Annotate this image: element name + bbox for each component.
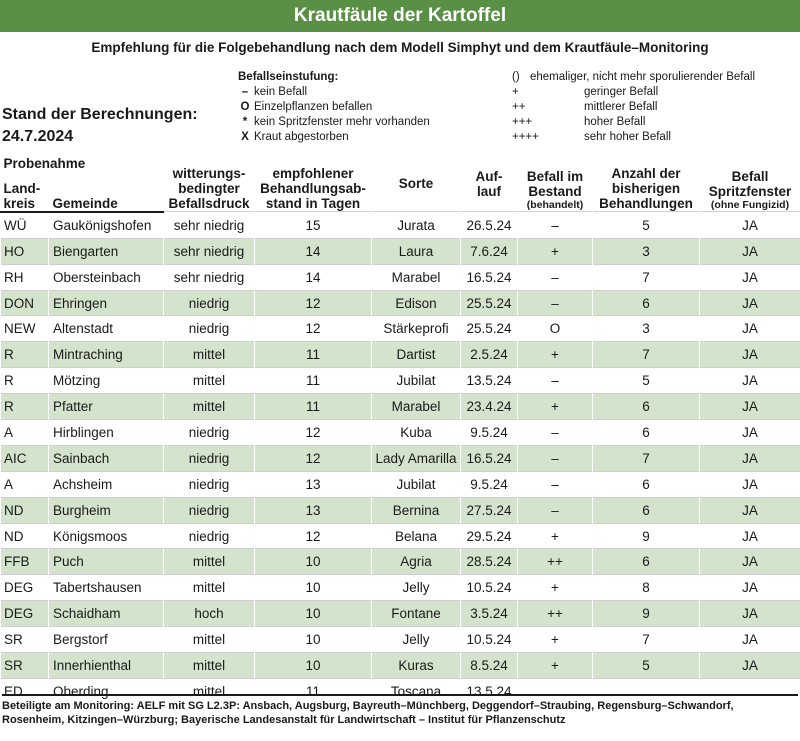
auflauf-cell: 13.5.24 [461,678,518,703]
befall-cell: – [518,471,593,497]
gemeinde-cell: Innerhienthal [49,653,164,679]
abstand-cell: 10 [255,549,372,575]
gemeinde-cell: Obersteinbach [49,264,164,290]
behandlungen-cell: 3 [593,316,700,342]
befall-cell: ++ [518,601,593,627]
auflauf-cell: 9.5.24 [461,471,518,497]
abstand-cell: 10 [255,627,372,653]
table-row [1,342,800,368]
befallsdruck-cell: sehr niedrig [164,264,255,290]
befallsdruck-cell: mittel [164,342,255,368]
befall-cell: O [518,316,593,342]
sorte-cell: Stärkeprofi [372,316,461,342]
table-row [1,523,800,549]
befallsdruck-cell: mittel [164,627,255,653]
landkreis-cell: SR [1,627,49,653]
spritzfenster-cell: JA [700,290,800,316]
abstand-cell: 14 [255,264,372,290]
abstand-cell: 10 [255,575,372,601]
gemeinde-cell: Altenstadt [49,316,164,342]
abstand-cell: 11 [255,394,372,420]
abstand-cell: 12 [255,420,372,446]
auflauf-cell: 10.5.24 [461,627,518,653]
stand-date: 24.7.2024 [2,128,74,145]
legend-heading: Befallseinstufung: [238,71,339,83]
spritzfenster-cell: JA [700,653,800,679]
auflauf-cell: 25.5.24 [461,290,518,316]
landkreis-cell: DEG [1,601,49,627]
table-row [1,394,800,420]
behandlungen-cell: 6 [593,420,700,446]
befall-cell: – [518,264,593,290]
befall-cell: + [518,342,593,368]
table-row [1,420,800,446]
landkreis-cell: ND [1,497,49,523]
auflauf-cell: 9.5.24 [461,420,518,446]
behandlungen-cell: 6 [593,497,700,523]
gemeinde-cell: Gaukönigshofen [49,212,164,238]
abstand-cell: 10 [255,653,372,679]
auflauf-cell: 3.5.24 [461,601,518,627]
befallsdruck-cell: niedrig [164,523,255,549]
page-subtitle: Empfehlung für die Folgebehandlung nach dem Modell Simphyt und dem Krautfäule–Monitoring [91,40,709,55]
gemeinde-cell: Biengarten [49,238,164,264]
abstand-cell: 11 [255,368,372,394]
gemeinde-cell: Tabertshausen [49,575,164,601]
sorte-cell: Kuras [372,653,461,679]
legend-symbol: + [512,86,519,98]
spritzfenster-cell: JA [700,394,800,420]
legend-symbol: O [240,101,250,113]
legend-right [512,70,755,145]
stand-label: Stand der Berechnungen: [2,106,198,123]
table-row [1,653,800,679]
sorte-cell: Jurata [372,212,461,238]
table-row [1,316,800,342]
sorte-cell: Jelly [372,575,461,601]
landkreis-cell: A [1,471,49,497]
legend-text: hoher Befall [584,116,646,128]
befallsdruck-cell: hoch [164,601,255,627]
befallsdruck-cell: mittel [164,549,255,575]
befallsdruck-cell: mittel [164,394,255,420]
landkreis-cell: FFB [1,549,49,575]
behandlungen-cell: 3 [593,238,700,264]
auflauf-cell: 7.6.24 [461,238,518,264]
auflauf-cell: 16.5.24 [461,264,518,290]
landkreis-cell: DEG [1,575,49,601]
table-row [1,601,800,627]
gemeinde-cell: Sainbach [49,445,164,471]
auflauf-cell: 29.5.24 [461,523,518,549]
befallsdruck-cell: mittel [164,678,255,703]
befall-cell: + [518,627,593,653]
abstand-cell: 12 [255,523,372,549]
abstand-cell: 11 [255,678,372,703]
sorte-cell: Toscana [372,678,461,703]
gemeinde-cell: Mintraching [49,342,164,368]
auflauf-cell: 28.5.24 [461,549,518,575]
befall-cell: – [518,290,593,316]
befallsdruck-cell: sehr niedrig [164,212,255,238]
befallsdruck-cell: niedrig [164,420,255,446]
legend-item [512,85,755,100]
spritzfenster-cell: JA [700,445,800,471]
abstand-cell: 12 [255,316,372,342]
footer-note: Beteiligte am Monitoring: AELF mit SG L2.3P: Ansbach, Augsburg, Bayreuth–Münchberg, Deggendorf–Straubing, Regensburg–Schwandorf, Rosenheim, Kitzingen–Würzburg; Bayerische Landesanstalt für Landwirtschaft – Institut für Pflanzenschutz [2,694,798,727]
gemeinde-cell: Pfatter [49,394,164,420]
gemeinde-cell: Bergstorf [49,627,164,653]
header-witterung: witterungs- bedingter Befallsdruck [164,156,255,212]
behandlungen-cell: 5 [593,212,700,238]
sorte-cell: Agria [372,549,461,575]
table-row [1,549,800,575]
table-row [1,497,800,523]
spritzfenster-cell: JA [700,549,800,575]
landkreis-cell: AIC [1,445,49,471]
table-row [1,445,800,471]
table-row [1,627,800,653]
spritzfenster-cell: JA [700,497,800,523]
befallsdruck-cell: niedrig [164,290,255,316]
auflauf-cell: 2.5.24 [461,342,518,368]
befall-cell: – [518,212,593,238]
sorte-cell: Kuba [372,420,461,446]
legend-text: ehemaliger, nicht mehr sporulierender Befall [530,71,756,83]
landkreis-cell: SR [1,653,49,679]
sorte-cell: Laura [372,238,461,264]
behandlungen-cell: 9 [593,523,700,549]
legend-symbol: ++++ [512,131,539,143]
landkreis-cell: HO [1,238,49,264]
befallsdruck-cell: mittel [164,575,255,601]
header-spritzfenster: Befall Spritzfenster (ohne Fungizid) [700,156,800,212]
landkreis-cell: WÜ [1,212,49,238]
auflauf-cell: 26.5.24 [461,212,518,238]
befallsdruck-cell: niedrig [164,445,255,471]
befallsdruck-cell: mittel [164,368,255,394]
auflauf-cell: 16.5.24 [461,445,518,471]
abstand-cell: 10 [255,601,372,627]
behandlungen-cell: 6 [593,471,700,497]
spritzfenster-cell: JA [700,238,800,264]
spritzfenster-cell: JA [700,420,800,446]
legend-symbol: * [242,116,248,128]
behandlungen-cell: 7 [593,264,700,290]
befall-cell: ++ [518,549,593,575]
table-row [1,368,800,394]
legend-item [238,115,430,130]
landkreis-cell: DON [1,290,49,316]
befall-cell: – [518,420,593,446]
befall-cell: + [518,523,593,549]
behandlungen-cell: 5 [593,368,700,394]
spritzfenster-cell: JA [700,316,800,342]
legend-symbol: – [241,86,249,98]
table-row [1,575,800,601]
gemeinde-cell: Hirblingen [49,420,164,446]
landkreis-cell: R [1,342,49,368]
landkreis-cell: NEW [1,316,49,342]
landkreis-cell: ND [1,523,49,549]
auflauf-cell: 13.5.24 [461,368,518,394]
befall-cell: – [518,497,593,523]
abstand-cell: 13 [255,471,372,497]
befallsdruck-cell: niedrig [164,471,255,497]
stand-block [2,104,198,148]
data-table [0,156,800,704]
befall-cell: + [518,394,593,420]
behandlungen-cell: 5 [593,653,700,679]
auflauf-cell: 27.5.24 [461,497,518,523]
befall-cell: + [518,238,593,264]
spritzfenster-cell: JA [700,627,800,653]
table-row [1,264,800,290]
legend-item [512,130,755,145]
abstand-cell: 14 [255,238,372,264]
legend-item [238,100,430,115]
legend-left [238,70,430,145]
behandlungen-cell: 6 [593,394,700,420]
landkreis-cell: R [1,368,49,394]
sorte-cell: Marabel [372,264,461,290]
behandlungen-cell: 7 [593,342,700,368]
legend-symbol: +++ [512,116,533,128]
behandlungen-cell: 9 [593,601,700,627]
gemeinde-cell: Oberding [49,678,164,703]
sorte-cell: Jubilat [372,471,461,497]
befall-cell: + [518,653,593,679]
sorte-cell: Belana [372,523,461,549]
header-sorte: Sorte [372,156,461,212]
auflauf-cell: 25.5.24 [461,316,518,342]
legend-item [238,130,430,145]
page-title: Krautfäule der Kartoffel [0,0,800,32]
legend-item [238,85,430,100]
befallsdruck-cell: mittel [164,653,255,679]
gemeinde-cell: Schaidham [49,601,164,627]
behandlungen-cell: 6 [593,290,700,316]
legend-text: sehr hoher Befall [584,131,671,143]
spritzfenster-cell: JA [700,471,800,497]
gemeinde-cell: Achsheim [49,471,164,497]
header-probenahme: Probenahme [3,156,86,171]
auflauf-cell: 8.5.24 [461,653,518,679]
legend-text: Kraut abgestorben [254,131,349,143]
legend-text: Einzelpflanzen befallen [254,101,373,113]
header-befall-bestand: Befall im Bestand (behandelt) [518,156,593,212]
sorte-cell: Jubilat [372,368,461,394]
gemeinde-cell: Königsmoos [49,523,164,549]
spritzfenster-cell: JA [700,368,800,394]
sorte-cell: Dartist [372,342,461,368]
legend-symbol: X [241,131,249,143]
legend-text: mittlerer Befall [584,101,658,113]
gemeinde-cell: Ehringen [49,290,164,316]
spritzfenster-cell: JA [700,523,800,549]
legend-item [512,100,755,115]
legend-item [512,115,755,130]
legend-text: kein Befall [254,86,308,98]
table-row [1,290,800,316]
gemeinde-cell: Puch [49,549,164,575]
abstand-cell: 15 [255,212,372,238]
befall-cell: – [518,368,593,394]
behandlungen-cell: 8 [593,575,700,601]
sorte-cell: Jelly [372,627,461,653]
auflauf-cell: 23.4.24 [461,394,518,420]
abstand-cell: 11 [255,342,372,368]
spritzfenster-cell: JA [700,601,800,627]
legend-symbol: ++ [512,101,526,113]
spritzfenster-cell: JA [700,575,800,601]
header-gemeinde: Gemeinde [49,181,164,212]
sorte-cell: Lady Amarilla [372,445,461,471]
abstand-cell: 12 [255,445,372,471]
spritzfenster-cell: JA [700,264,800,290]
landkreis-cell: ED [1,678,49,703]
spritzfenster-cell: JA [700,212,800,238]
befallsdruck-cell: niedrig [164,316,255,342]
header-auflauf: Auf- lauf [461,156,518,212]
legend-item [512,70,755,85]
legend-symbol: () [512,71,520,83]
befall-cell: – [518,445,593,471]
table-row [1,471,800,497]
befallsdruck-cell: sehr niedrig [164,238,255,264]
sorte-cell: Bernina [372,497,461,523]
behandlungen-cell: 7 [593,445,700,471]
table-row [1,238,800,264]
landkreis-cell: A [1,420,49,446]
legend-text: kein Spritzfenster mehr vorhanden [254,116,430,128]
abstand-cell: 12 [255,290,372,316]
auflauf-cell: 10.5.24 [461,575,518,601]
landkreis-cell: R [1,394,49,420]
spritzfenster-cell: JA [700,342,800,368]
befallsdruck-cell: niedrig [164,497,255,523]
gemeinde-cell: Burgheim [49,497,164,523]
legend-text: geringer Befall [584,86,659,98]
header-landkreis: Land- kreis [1,181,49,212]
sorte-cell: Marabel [372,394,461,420]
landkreis-cell: RH [1,264,49,290]
abstand-cell: 13 [255,497,372,523]
header-abstand: empfohlener Behandlungsab- stand in Tagen [255,156,372,212]
befall-cell: + [518,575,593,601]
gemeinde-cell: Mötzing [49,368,164,394]
behandlungen-cell: 6 [593,549,700,575]
sorte-cell: Edison [372,290,461,316]
table-row [1,212,800,238]
behandlungen-cell: 7 [593,627,700,653]
header-anzahl: Anzahl der bisherigen Behandlungen [593,156,700,212]
sorte-cell: Fontane [372,601,461,627]
